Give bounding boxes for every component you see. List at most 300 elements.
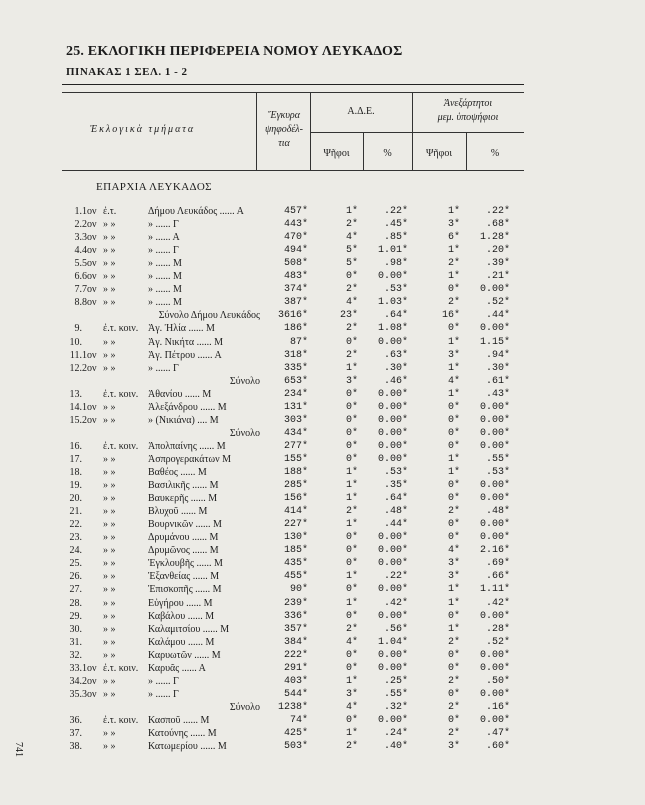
row-ade-pct: 0.00* xyxy=(377,427,408,439)
row-valid-ballots: 303* xyxy=(283,414,308,426)
row-description: Ἁγ. Ἠλία ...... Μ xyxy=(148,323,215,335)
row-independents-pct: .28* xyxy=(485,623,510,635)
row-description: » ...... Μ xyxy=(148,284,182,296)
row-independents-pct: .61* xyxy=(485,375,510,387)
row-ordinal: 1ον xyxy=(82,206,97,217)
row-description: » ...... Μ xyxy=(148,258,182,270)
row-ade-votes: 0* xyxy=(345,271,358,283)
row-ade-pct: .35* xyxy=(383,480,408,492)
row-independents-votes: 0* xyxy=(447,649,460,661)
row-independents-votes: 3* xyxy=(447,571,460,583)
table-row xyxy=(0,480,645,492)
row-ade-votes: 1* xyxy=(345,206,358,217)
row-ade-pct: 0.00* xyxy=(377,584,408,596)
row-ordinal: 1ον xyxy=(82,401,97,413)
row-number: 18. xyxy=(69,467,82,478)
row-ade-pct: .45* xyxy=(383,219,408,231)
row-ade-pct: 0.00* xyxy=(377,336,408,348)
header-independents-line2: μεμ. ὑποψήφιοι xyxy=(437,112,499,123)
table-row xyxy=(0,598,645,610)
row-ade-pct: 0.00* xyxy=(377,662,408,674)
row-valid-ballots: 185* xyxy=(283,545,308,557)
row-description: Ἀπολπαίνης ...... Μ xyxy=(148,440,226,452)
row-unit-type: » » xyxy=(103,675,116,687)
row-ade-pct: .25* xyxy=(383,675,408,687)
row-independents-votes: 3* xyxy=(447,219,460,231)
row-ordinal: 6ον xyxy=(82,271,97,283)
row-valid-ballots: 188* xyxy=(283,467,308,478)
row-valid-ballots: 384* xyxy=(283,636,308,648)
row-ade-votes: 2* xyxy=(345,741,358,753)
row-number: 36. xyxy=(69,714,82,726)
row-independents-pct: .30* xyxy=(485,362,510,374)
table-row xyxy=(0,350,645,362)
table-row xyxy=(0,467,645,479)
row-ade-pct: .56* xyxy=(383,623,408,635)
row-ade-pct: 1.08* xyxy=(377,323,408,335)
row-independents-pct: 2.16* xyxy=(479,545,510,557)
row-ordinal: 3ον xyxy=(82,688,97,700)
row-independents-pct: .60* xyxy=(485,741,510,753)
row-number: 1. xyxy=(74,206,82,217)
row-independents-votes: 0* xyxy=(447,688,460,700)
row-independents-votes: 0* xyxy=(447,532,460,544)
row-ade-votes: 4* xyxy=(345,701,358,713)
row-ade-pct: .44* xyxy=(383,519,408,531)
row-ordinal: 2ον xyxy=(82,219,97,231)
row-unit-type: » » xyxy=(103,297,116,309)
row-unit-type: » » xyxy=(103,232,116,244)
row-independents-pct: .52* xyxy=(485,636,510,648)
table-row xyxy=(0,506,645,518)
row-independents-pct: .16* xyxy=(485,701,510,713)
row-ade-votes: 3* xyxy=(345,375,358,387)
row-ade-pct: .40* xyxy=(383,741,408,753)
row-valid-ballots: 239* xyxy=(283,597,308,609)
row-number: 30. xyxy=(69,623,82,635)
header-electoral-units: Ἐκλογικὰ τμήματα xyxy=(90,124,196,135)
row-description: » ...... Γ xyxy=(148,688,179,700)
table-row xyxy=(0,663,645,675)
row-number: 25. xyxy=(69,558,82,570)
row-independents-votes: 0* xyxy=(447,610,460,622)
row-valid-ballots: 277* xyxy=(283,440,308,452)
row-ade-pct: 0.00* xyxy=(377,558,408,570)
row-description: Ἀσπρογερακάτων Μ xyxy=(148,453,232,465)
row-ordinal: 3ον xyxy=(82,232,97,244)
row-number: 28. xyxy=(69,597,82,609)
row-unit-type: ἐ.τ. xyxy=(103,206,117,217)
row-independents-pct: .48* xyxy=(485,506,510,518)
row-independents-pct: 0.00* xyxy=(479,323,510,335)
row-ordinal: 4ον xyxy=(82,245,97,257)
row-description: Βουρνικῶν ...... Μ xyxy=(148,519,222,531)
row-independents-votes: 0* xyxy=(447,714,460,726)
table-row xyxy=(0,297,645,309)
header-votes-ade: Ψῆφοι xyxy=(323,148,350,159)
table-subtotal-row xyxy=(0,428,645,440)
header-bottom-rule xyxy=(62,170,524,171)
row-description: Ἀλεξάνδρου ...... Μ xyxy=(148,401,227,413)
row-ordinal: 1ον xyxy=(82,662,97,674)
row-description: Εὐγήρου ...... Μ xyxy=(148,597,213,609)
row-valid-ballots: 285* xyxy=(283,480,308,492)
table-row xyxy=(0,232,645,244)
row-description: Καρυᾶς ...... Α xyxy=(148,662,206,674)
row-independents-votes: 2* xyxy=(447,506,460,518)
row-number: 38. xyxy=(69,741,82,753)
table-row xyxy=(0,258,645,270)
row-description: » ...... Γ xyxy=(148,219,179,231)
table-row xyxy=(0,323,645,335)
row-ade-pct: 0.00* xyxy=(377,532,408,544)
page-title: 25. ΕΚΛΟΓΙΚΗ ΠΕΡΙΦΕΡΕΙΑ ΝΟΜΟΥ ΛΕΥΚΑΔΟΣ xyxy=(66,44,403,59)
row-independents-votes: 1* xyxy=(447,336,460,348)
row-ade-pct: 0.00* xyxy=(377,453,408,465)
row-independents-pct: 0.00* xyxy=(479,427,510,439)
row-ade-votes: 2* xyxy=(345,284,358,296)
row-ade-votes: 1* xyxy=(345,597,358,609)
row-valid-ballots: 234* xyxy=(283,388,308,400)
row-independents-pct: .55* xyxy=(485,453,510,465)
row-independents-pct: .39* xyxy=(485,258,510,270)
row-description: Ἁγ. Πέτρου ...... Α xyxy=(148,349,222,361)
row-independents-votes: 1* xyxy=(447,597,460,609)
row-description: Ἀθανίου ...... Μ xyxy=(148,388,212,400)
row-description: Ἐπισκοπῆς ...... Μ xyxy=(148,584,222,596)
row-unit-type: » » xyxy=(103,493,116,505)
row-independents-votes: 2* xyxy=(447,701,460,713)
row-ade-votes: 0* xyxy=(345,401,358,413)
row-ade-pct: 0.00* xyxy=(377,271,408,283)
row-independents-votes: 1* xyxy=(447,271,460,283)
row-ade-pct: .63* xyxy=(383,349,408,361)
table-row xyxy=(0,689,645,701)
row-valid-ballots: 227* xyxy=(283,519,308,531)
row-independents-pct: .43* xyxy=(485,388,510,400)
row-unit-type: » » xyxy=(103,401,116,413)
row-ade-pct: .48* xyxy=(383,506,408,518)
row-ade-votes: 0* xyxy=(345,558,358,570)
row-ade-votes: 4* xyxy=(345,636,358,648)
table-row xyxy=(0,637,645,649)
row-unit-type: » » xyxy=(103,349,116,361)
row-unit-type: » » xyxy=(103,636,116,648)
row-description: Σύνολο xyxy=(229,427,260,439)
row-unit-type: » » xyxy=(103,597,116,609)
row-number: 22. xyxy=(69,519,82,531)
table-row xyxy=(0,245,645,257)
row-ade-pct: 0.00* xyxy=(377,388,408,400)
row-ade-pct: .53* xyxy=(383,467,408,478)
row-ade-votes: 0* xyxy=(345,427,358,439)
row-ade-votes: 0* xyxy=(345,714,358,726)
row-independents-votes: 0* xyxy=(447,427,460,439)
row-ade-votes: 0* xyxy=(345,662,358,674)
table-row xyxy=(0,532,645,544)
row-unit-type: » » xyxy=(103,545,116,557)
row-valid-ballots: 435* xyxy=(283,558,308,570)
title-rule xyxy=(62,84,524,85)
row-ordinal: 2ον xyxy=(82,675,97,687)
row-independents-votes: 0* xyxy=(447,440,460,452)
row-valid-ballots: 156* xyxy=(283,493,308,505)
row-ade-pct: 1.03* xyxy=(377,297,408,309)
row-unit-type: ἐ.τ. κοιν. xyxy=(103,662,139,674)
row-independents-pct: 1.11* xyxy=(479,584,510,596)
row-number: 37. xyxy=(69,728,82,739)
row-unit-type: » » xyxy=(103,688,116,700)
row-description: Ἐξανθείας ...... Μ xyxy=(148,571,220,583)
row-description: Βαυκερῆς ...... Μ xyxy=(148,493,218,505)
row-valid-ballots: 3616* xyxy=(277,310,308,322)
row-description: Κατούνης ...... Μ xyxy=(148,728,217,739)
row-ade-pct: .64* xyxy=(383,493,408,505)
row-ade-votes: 0* xyxy=(345,388,358,400)
row-independents-votes: 1* xyxy=(447,362,460,374)
row-ade-votes: 0* xyxy=(345,336,358,348)
table-row xyxy=(0,558,645,570)
row-unit-type: » » xyxy=(103,558,116,570)
row-number: 23. xyxy=(69,532,82,544)
row-description: Δρυμῶνος ...... Μ xyxy=(148,545,219,557)
row-independents-pct: .53* xyxy=(485,467,510,478)
row-description: Κασποῦ ...... Μ xyxy=(148,714,210,726)
row-independents-votes: 2* xyxy=(447,297,460,309)
row-valid-ballots: 434* xyxy=(283,427,308,439)
row-independents-votes: 2* xyxy=(447,636,460,648)
row-ade-votes: 1* xyxy=(345,571,358,583)
row-valid-ballots: 455* xyxy=(283,571,308,583)
header-ade: Α.Δ.Ε. xyxy=(347,106,375,117)
row-independents-pct: .94* xyxy=(485,349,510,361)
row-independents-votes: 2* xyxy=(447,258,460,270)
header-independents-line1: Ἀνεξάρτητοι xyxy=(443,98,493,109)
row-ade-votes: 2* xyxy=(345,623,358,635)
table-row xyxy=(0,284,645,296)
table-row xyxy=(0,571,645,583)
row-independents-pct: 0.00* xyxy=(479,688,510,700)
row-independents-votes: 4* xyxy=(447,545,460,557)
row-description: Κατωμερίου ...... Μ xyxy=(148,741,227,753)
row-valid-ballots: 186* xyxy=(283,323,308,335)
table-row xyxy=(0,389,645,401)
row-ade-votes: 1* xyxy=(345,493,358,505)
row-valid-ballots: 335* xyxy=(283,362,308,374)
row-number: 3. xyxy=(74,232,82,244)
row-unit-type: » » xyxy=(103,571,116,583)
row-ade-pct: .42* xyxy=(383,597,408,609)
row-description: Σύνολο xyxy=(229,375,260,387)
row-ade-votes: 4* xyxy=(345,297,358,309)
row-ade-votes: 1* xyxy=(345,362,358,374)
row-ade-pct: .30* xyxy=(383,362,408,374)
row-ade-pct: 0.00* xyxy=(377,714,408,726)
row-number: 7. xyxy=(74,284,82,296)
row-independents-pct: .52* xyxy=(485,297,510,309)
row-unit-type: » » xyxy=(103,728,116,739)
row-ade-votes: 2* xyxy=(345,506,358,518)
row-description: Ἁγ. Νικήτα ...... Μ xyxy=(148,336,223,348)
row-independents-votes: 0* xyxy=(447,414,460,426)
row-ade-votes: 1* xyxy=(345,675,358,687)
row-ade-votes: 1* xyxy=(345,467,358,478)
row-ade-pct: .85* xyxy=(383,232,408,244)
row-unit-type: ἐ.τ. κοιν. xyxy=(103,714,139,726)
table-row xyxy=(0,337,645,349)
row-independents-pct: .69* xyxy=(485,558,510,570)
row-valid-ballots: 87* xyxy=(289,336,308,348)
row-independents-pct: 0.00* xyxy=(479,414,510,426)
header-valid-ballots-line3: τια xyxy=(278,138,290,149)
row-valid-ballots: 425* xyxy=(283,728,308,739)
row-independents-pct: 0.00* xyxy=(479,401,510,413)
row-independents-votes: 0* xyxy=(447,480,460,492)
row-number: 8. xyxy=(74,297,82,309)
row-description: Καρυωτῶν ...... Μ xyxy=(148,649,221,661)
row-ade-votes: 23* xyxy=(339,310,358,322)
row-ordinal: 5ον xyxy=(82,258,97,270)
table-row xyxy=(0,545,645,557)
table-row xyxy=(0,402,645,414)
row-number: 2. xyxy=(74,219,82,231)
row-number: 16. xyxy=(69,440,82,452)
table-row xyxy=(0,715,645,727)
row-ade-pct: 0.00* xyxy=(377,414,408,426)
row-independents-votes: 6* xyxy=(447,232,460,244)
row-valid-ballots: 387* xyxy=(283,297,308,309)
table-row xyxy=(0,624,645,636)
row-unit-type: » » xyxy=(103,584,116,596)
row-independents-pct: 0.00* xyxy=(479,284,510,296)
row-valid-ballots: 1238* xyxy=(277,701,308,713)
row-description: » ...... Γ xyxy=(148,362,179,374)
row-description: » ...... Μ xyxy=(148,271,182,283)
row-ade-votes: 0* xyxy=(345,414,358,426)
table-row xyxy=(0,454,645,466)
table-row xyxy=(0,584,645,596)
row-description: Καλαμιτσίου ...... Μ xyxy=(148,623,230,635)
row-independents-pct: .20* xyxy=(485,245,510,257)
section-title: ΕΠΑΡΧΙΑ ΛΕΥΚΑΔΟΣ xyxy=(96,181,212,193)
row-unit-type: ἐ.τ. κοιν. xyxy=(103,388,139,400)
row-unit-type: » » xyxy=(103,610,116,622)
row-independents-votes: 0* xyxy=(447,519,460,531)
row-unit-type: » » xyxy=(103,271,116,283)
row-independents-votes: 2* xyxy=(447,675,460,687)
row-independents-pct: 0.00* xyxy=(479,662,510,674)
row-number: 19. xyxy=(69,480,82,492)
table-row xyxy=(0,519,645,531)
row-valid-ballots: 494* xyxy=(283,245,308,257)
row-unit-type: » » xyxy=(103,362,116,374)
row-independents-votes: 1* xyxy=(447,388,460,400)
row-number: 17. xyxy=(69,453,82,465)
row-independents-pct: .47* xyxy=(485,728,510,739)
row-independents-votes: 1* xyxy=(447,467,460,478)
row-description: Βασιλικῆς ...... Μ xyxy=(148,480,219,492)
row-independents-votes: 0* xyxy=(447,662,460,674)
table-row xyxy=(0,441,645,453)
table-row xyxy=(0,219,645,231)
row-ade-votes: 0* xyxy=(345,440,358,452)
header-top-rule xyxy=(62,92,524,93)
row-number: 29. xyxy=(69,610,82,622)
row-ade-pct: 0.00* xyxy=(377,649,408,661)
table-row xyxy=(0,611,645,623)
row-ordinal: 8ον xyxy=(82,297,97,309)
row-valid-ballots: 403* xyxy=(283,675,308,687)
row-number: 5. xyxy=(74,258,82,270)
row-ade-votes: 1* xyxy=(345,519,358,531)
row-independents-pct: 0.00* xyxy=(479,440,510,452)
row-unit-type: » » xyxy=(103,453,116,465)
row-independents-votes: 4* xyxy=(447,375,460,387)
header-valid-ballots-line1: Ἔγκυρα xyxy=(268,110,300,121)
row-valid-ballots: 74* xyxy=(289,714,308,726)
row-independents-votes: 0* xyxy=(447,401,460,413)
row-ade-votes: 4* xyxy=(345,232,358,244)
row-independents-votes: 0* xyxy=(447,284,460,296)
row-independents-pct: 0.00* xyxy=(479,493,510,505)
row-ade-pct: .55* xyxy=(383,688,408,700)
row-ade-votes: 0* xyxy=(345,584,358,596)
row-ade-votes: 1* xyxy=(345,728,358,739)
row-independents-pct: 0.00* xyxy=(479,480,510,492)
row-ade-pct: 0.00* xyxy=(377,401,408,413)
row-valid-ballots: 222* xyxy=(283,649,308,661)
row-valid-ballots: 357* xyxy=(283,623,308,635)
row-ade-votes: 5* xyxy=(345,258,358,270)
row-number: 14. xyxy=(69,401,82,413)
row-description: Σύνολο Δήμου Λευκάδος xyxy=(158,310,260,322)
row-description: » ...... Γ xyxy=(148,245,179,257)
row-ade-votes: 5* xyxy=(345,245,358,257)
page-number: 741 xyxy=(13,742,24,757)
row-valid-ballots: 131* xyxy=(283,401,308,413)
row-number: 33. xyxy=(69,662,82,674)
row-number: 9. xyxy=(74,323,82,335)
row-independents-votes: 1* xyxy=(447,623,460,635)
row-unit-type: ἐ.τ. κοιν. xyxy=(103,440,139,452)
row-unit-type: » » xyxy=(103,467,116,478)
row-valid-ballots: 374* xyxy=(283,284,308,296)
row-unit-type: » » xyxy=(103,649,116,661)
row-valid-ballots: 130* xyxy=(283,532,308,544)
row-ade-pct: 1.01* xyxy=(377,245,408,257)
row-ordinal: 2ον xyxy=(82,362,97,374)
row-number: 34. xyxy=(69,675,82,687)
row-number: 35. xyxy=(69,688,82,700)
row-description: » (Νικιάνα) .... Μ xyxy=(148,414,219,426)
table-subtotal-row xyxy=(0,702,645,714)
table-subtotal-row xyxy=(0,376,645,388)
row-number: 12. xyxy=(69,362,82,374)
header-valid-ballots-line2: ψηφοδέλ- xyxy=(265,124,303,135)
row-unit-type: » » xyxy=(103,245,116,257)
row-valid-ballots: 90* xyxy=(289,584,308,596)
row-valid-ballots: 155* xyxy=(283,453,308,465)
row-independents-pct: 0.00* xyxy=(479,714,510,726)
row-valid-ballots: 318* xyxy=(283,349,308,361)
row-description: » ...... Μ xyxy=(148,297,182,309)
row-ade-pct: .98* xyxy=(383,258,408,270)
row-independents-pct: .44* xyxy=(485,310,510,322)
row-number: 31. xyxy=(69,636,82,648)
header-mid-rule xyxy=(310,132,524,133)
row-ade-votes: 0* xyxy=(345,649,358,661)
row-unit-type: » » xyxy=(103,336,116,348)
